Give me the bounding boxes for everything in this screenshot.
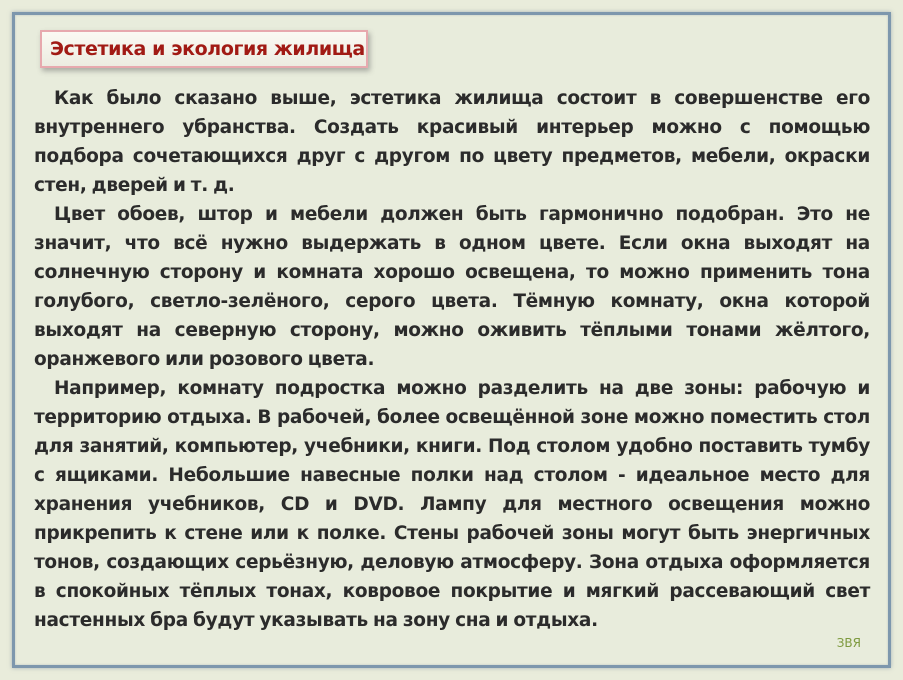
body-text bbox=[34, 84, 870, 635]
paragraph-3: Например, комнату подростка можно разделить на две зоны: рабочую и территорию отдыха. В рабочей, более освещённой зоне можно поместить стол для занятий, компьютер, учебники, книги. Под столом удобно поставить тумбу с ящиками. Небольшие навесные полки над столом - идеальное место для хранения учебников, CD и DVD. Лампу для местного освещения можно прикрепить к стене или к полке. Стены рабочей зоны могут быть энергичных тонов, создающих серьёзную, деловую атмосферу. Зона отдыха оформляется в спокойных тёплых тонах, ковровое покрытие и мягкий рассевающий свет настенных бра будут указывать на зону сна и отдыха. bbox=[34, 378, 870, 631]
slide-title: Эстетика и экология жилища bbox=[50, 38, 365, 60]
paragraph-1: Как было сказано выше, эстетика жилища состоит в совершенстве его внутреннего убранства. Создать красивый интерьер можно с помощью подбора сочетающихся друг с другом по цвету предметов, мебели, окраски стен, дверей и т. д. bbox=[34, 88, 870, 196]
author-watermark: ЗВЯ bbox=[836, 636, 861, 650]
title-box bbox=[40, 30, 368, 68]
paragraph-2: Цвет обоев, штор и мебели должен быть гармонично подобран. Это не значит, что всё нужно выдержать в одном цвете. Если окна выходят на солнечную сторону и комната хорошо освещена, то можно применить тона голубого, светло-зелёного, серого цвета. Тёмную комнату, окна которой выходят на северную сторону, можно оживить тёплыми тонами жёлтого, оранжевого или розового цвета. bbox=[34, 204, 870, 370]
